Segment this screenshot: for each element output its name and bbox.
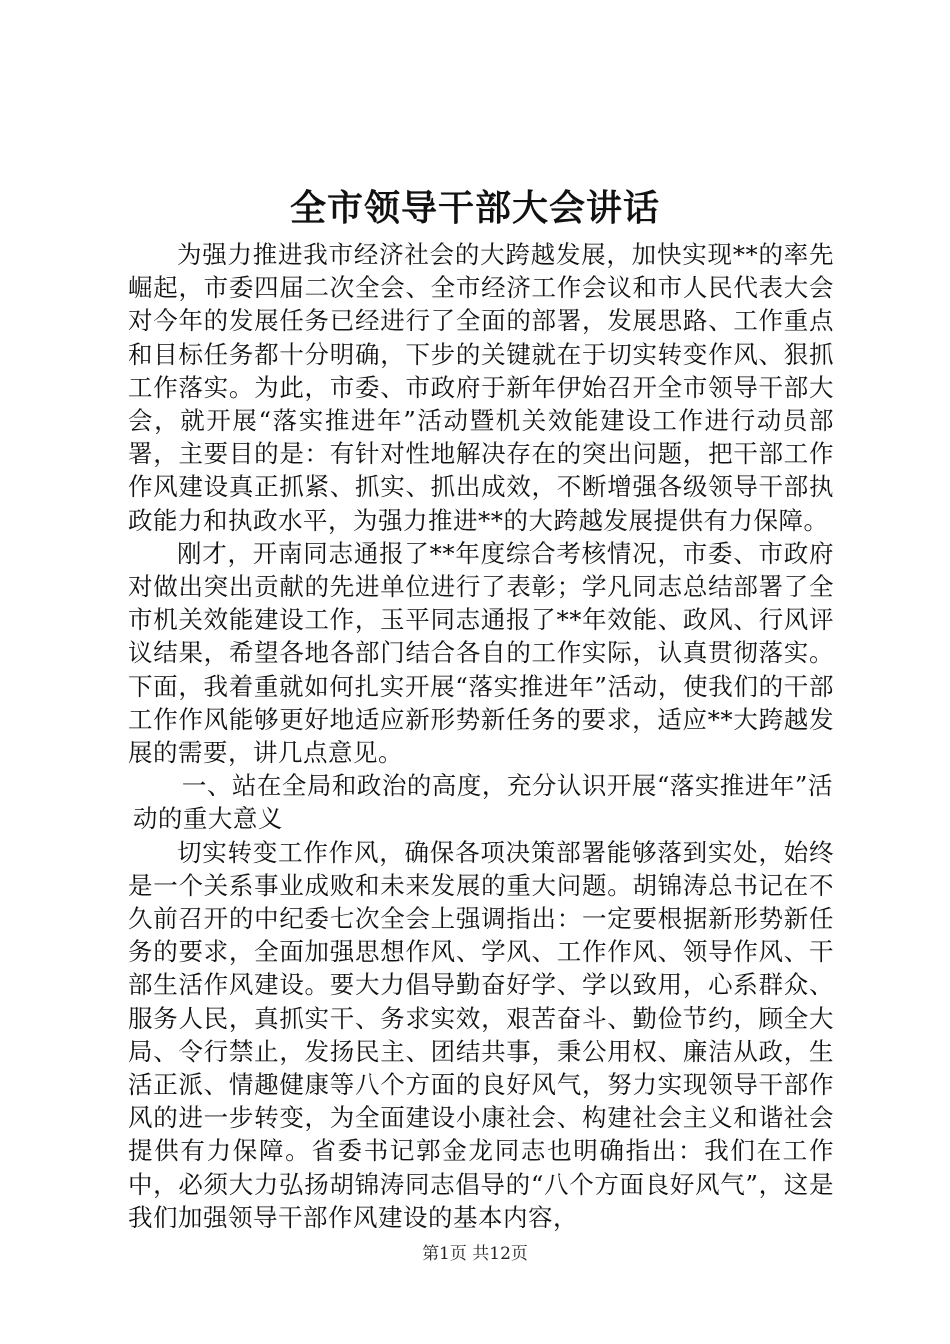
- body-paragraph: 为强力推进我市经济社会的大跨越发展，加快实现**的率先崛起，市委四届二次全会、全市经济工作会议和市人民代表大会对今年的发展任务已经进行了全面的部署，发展思路、工作重点和目标任务都十分明确，下步的关键就在于切实转变作风、狠抓工作落实。为此，市委、市政府于新年伊始召开全市领导干部大会，就开展“落实推进年”活动暨机关效能建设工作进行动员部署，主要目的是：有针对性地解决存在的突出问题，把干部工作作风建设真正抓紧、抓实、抓出成效，不断增强各级领导干部执政能力和执政水平，为强力推进**的大跨越发展提供有力保障。: [128, 240, 834, 535]
- page-number-footer: 第1页 共12页: [422, 1244, 528, 1264]
- section-heading: 一、站在全局和政治的高度，充分认识开展“落实推进年”活动的重大意义: [132, 771, 833, 834]
- section-paragraph: 切实转变工作作风，确保各项决策部署能够落到实处，始终是一个关系事业成败和未来发展的重大问题。胡锦涛总书记在不久前召开的中纪委七次全会上强调指出：一定要根据新形势新任务的要求，全面加强思想作风、学风、工作作风、领导作风、干部生活作风建设。要大力倡导勤奋好学、学以致用，心系群众、服务人民，真抓实干、务求实效，艰苦奋斗、勤俭节约，顾全大局、令行禁止，发扬民主、团结共事，秉公用权、廉洁从政，生活正派、情趣健康等八个方面的良好风气，努力实现领导干部作风的进一步转变，为全面建设小康社会、构建社会主义和谐社会提供有力保障。省委书记郭金龙同志也明确指出：我们在工作中，必须大力弘扬胡锦涛同志倡导的“八个方面良好风气”，这是我们加强领导干部作风建设的基本内容，: [128, 837, 834, 1232]
- document-body: [128, 238, 834, 1234]
- body-paragraph: 刚才，开南同志通报了**年度综合考核情况，市委、市政府对做出突出贡献的先进单位进行了表彰；学凡同志总结部署了全市机关效能建设工作，玉平同志通报了**年效能、政风、行风评议结果，希望各地各部门结合各自的工作实际，认真贯彻落实。下面，我着重就如何扎实开展“落实推进年”活动，使我们的干部工作作风能够更好地适应新形势新任务的要求，适应**大跨越发展的需要，讲几点意见。: [128, 538, 834, 768]
- page-title: 全市领导干部大会讲话: [289, 187, 660, 229]
